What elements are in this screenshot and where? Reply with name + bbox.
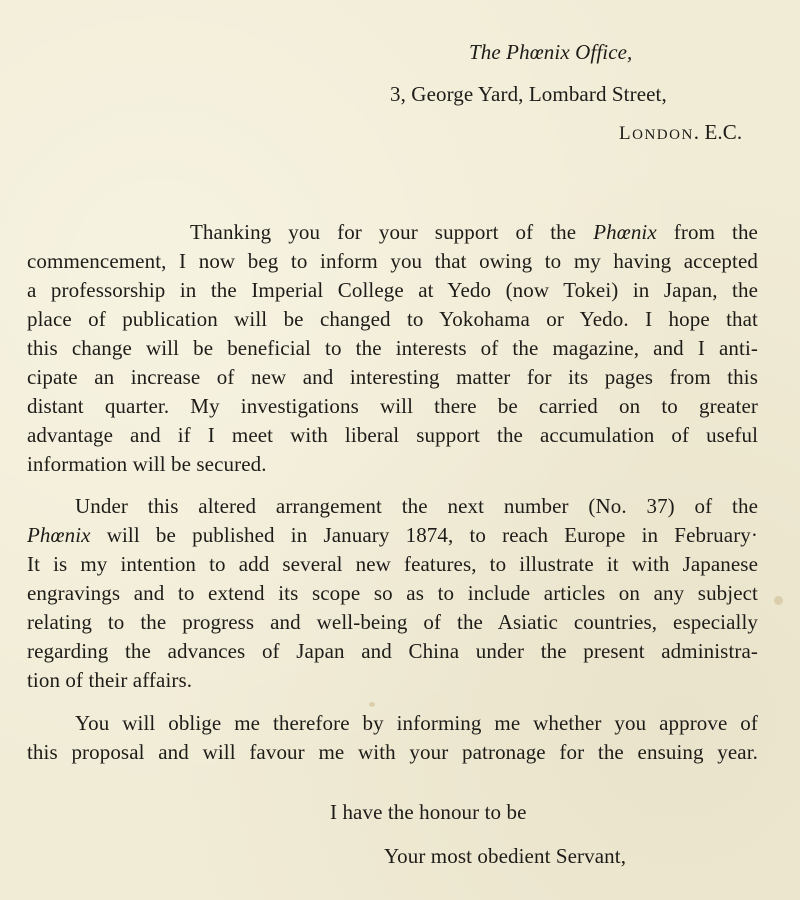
p1-line-5: this change will be beneficial to the interests of the magazine, and I anti-	[27, 336, 758, 360]
p3-line-2: this proposal and will favour me with your patronage for the ensuing year.	[27, 740, 758, 764]
p2-line-6: regarding the advances of Japan and China under the present administra-	[27, 639, 758, 663]
foxing-spot	[369, 702, 375, 707]
city-suffix: . E.C.	[693, 120, 743, 144]
p1-line-8: advantage and if I meet with liberal support the accumulation of useful	[27, 423, 758, 447]
p1-line-7: distant quarter. My investigations will there be carried on to greater	[27, 394, 758, 418]
magazine-title: Phœnix	[27, 523, 91, 547]
p2-text-b: will be published in January 1874, to reach Europe in February·	[106, 523, 758, 547]
p2-line-3: It is my intention to add several new features, to illustrate it with Japanese	[27, 552, 758, 576]
office-suffix: Office,	[575, 40, 633, 64]
p1-line-1	[190, 218, 758, 246]
city-line	[619, 118, 742, 149]
city-initial: L	[619, 123, 633, 144]
p1-line-6: cipate an increase of new and interesting matter for its pages from this	[27, 365, 758, 389]
p2-line-1: Under this altered arrangement the next number (No. 37) of the	[75, 494, 758, 518]
p1-line-9: information will be secured.	[27, 452, 267, 476]
office-name	[469, 38, 632, 66]
p2-line-7: tion of their affairs.	[27, 668, 193, 692]
closing-line-2: Your most obedient Servant,	[384, 844, 627, 868]
office-prefix: The	[469, 40, 501, 64]
p1-line-3: a professorship in the Imperial College at Yedo (now Tokei) in Japan, the	[27, 278, 758, 302]
p2-line-2	[27, 521, 758, 549]
p1-line-4: place of publication will be changed to Yokohama or Yedo. I hope that	[27, 307, 758, 331]
p2-line-5: relating to the progress and well-being of the Asiatic countries, especially	[27, 610, 758, 634]
p3-line-1: You will oblige me therefore by informing me whether you approve of	[75, 711, 758, 735]
office-title: Phœnix	[506, 40, 570, 64]
p1-text-a: Thanking you for your support of the	[190, 220, 577, 244]
closing-line-1: I have the honour to be	[330, 800, 527, 824]
foxing-spot	[774, 596, 783, 605]
address-line: 3, George Yard, Lombard Street,	[390, 82, 667, 106]
magazine-title: Phœnix	[593, 220, 657, 244]
p1-line-2: commencement, I now beg to inform you that owing to my having accepted	[27, 249, 758, 273]
p2-line-4: engravings and to extend its scope so as to include articles on any subject	[27, 581, 758, 605]
p1-text-c: from the	[673, 220, 758, 244]
city-rest: ONDON	[632, 127, 694, 143]
